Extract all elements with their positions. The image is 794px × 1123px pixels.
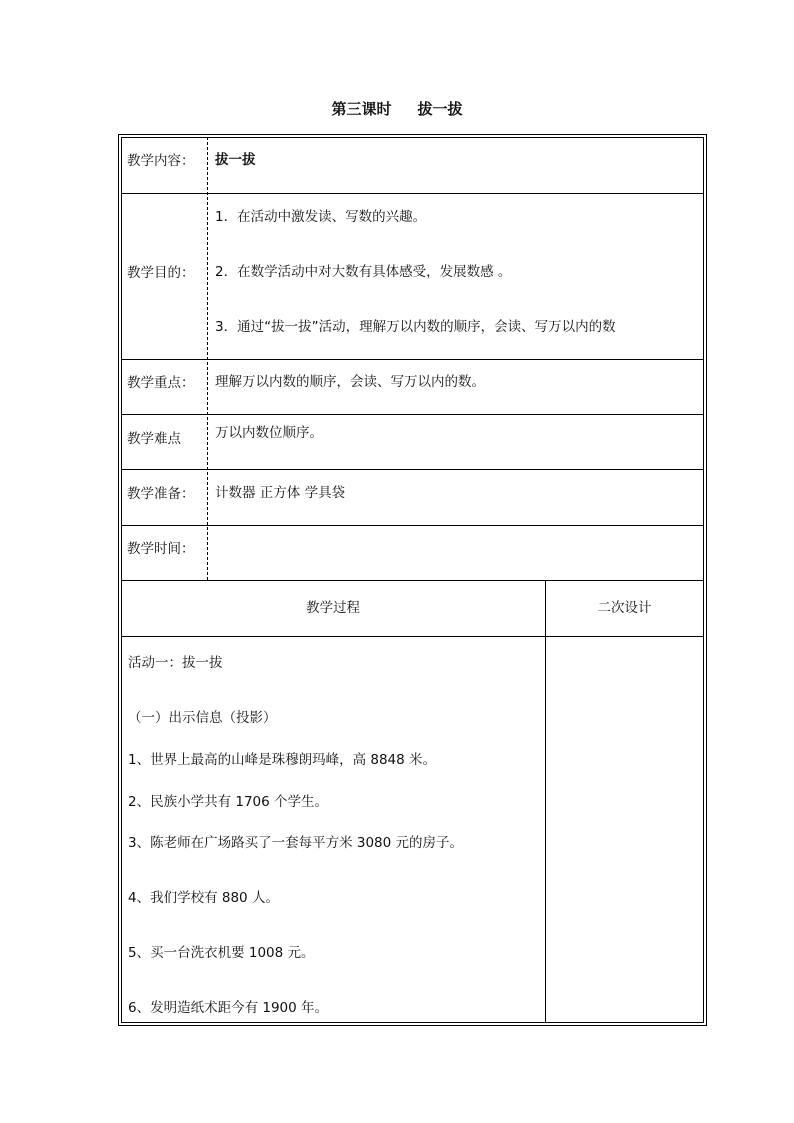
lesson-number: 第三课时 [331, 100, 392, 118]
header-process: 教学过程 [306, 600, 360, 616]
label-column-divider [207, 137, 208, 580]
objective-item: 3．通过“拔一拔”活动，理解万以内数的顺序，会读、写万以内的数 [215, 319, 616, 335]
process-item: 1、世界上最高的山峰是珠穆朗玛峰，高 8848 米。 [128, 752, 437, 768]
objective-item: 2．在数学活动中对大数有具体感受，发展数感 。 [215, 264, 512, 280]
row-divider [121, 414, 704, 415]
row-value-difficulty: 万以内数位顺序。 [215, 425, 323, 441]
process-item: 5、买一台洗衣机要 1008 元。 [128, 945, 315, 961]
row-divider [121, 359, 704, 360]
row-value-content: 拔一拔 [215, 152, 256, 168]
row-value-focus: 理解万以内数的顺序，会读、写万以内的数。 [215, 374, 485, 390]
page-title [0, 98, 794, 119]
process-item: 3、陈老师在广场路买了一套每平方米 3080 元的房子。 [128, 835, 464, 851]
row-label-content: 教学内容： [127, 153, 195, 169]
activity-title: 活动一：拔一拔 [128, 655, 223, 671]
header-design: 二次设计 [597, 600, 652, 616]
row-label-difficulty: 教学难点 [127, 431, 181, 447]
row-value-preparation: 计数器 正方体 学具袋 [215, 485, 346, 501]
row-label-focus: 教学重点： [127, 375, 195, 391]
row-label-time: 教学时间： [127, 541, 195, 557]
objective-item: 1．在活动中激发读、写数的兴趣。 [215, 209, 427, 225]
row-divider [121, 636, 704, 637]
row-label-preparation: 教学准备： [127, 486, 195, 502]
process-item: 6、发明造纸术距今有 1900 年。 [128, 1000, 329, 1016]
process-item: 2、民族小学共有 1706 个学生。 [128, 794, 329, 810]
row-label-objectives: 教学目的： [127, 265, 195, 281]
lesson-topic: 拔一拔 [417, 100, 463, 118]
design-column-divider [545, 580, 546, 1023]
row-divider [121, 193, 704, 194]
row-divider [121, 469, 704, 470]
section-title: （一）出示信息（投影） [128, 710, 277, 726]
process-item: 4、我们学校有 880 人。 [128, 890, 279, 906]
row-divider [121, 525, 704, 526]
row-divider [121, 580, 704, 581]
